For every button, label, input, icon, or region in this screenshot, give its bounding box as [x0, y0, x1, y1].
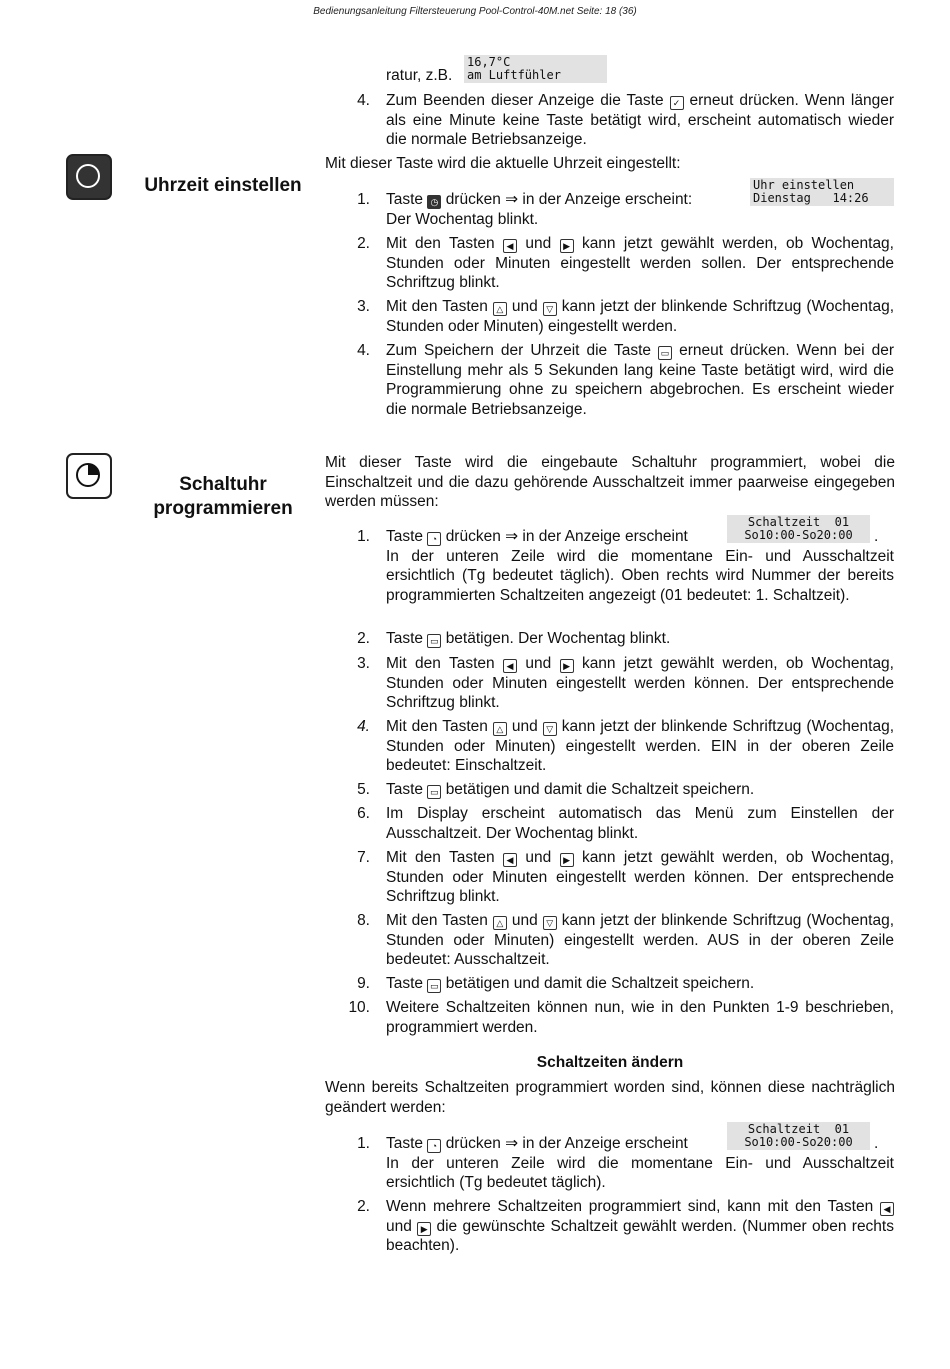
- list-item-continuation: . In der unteren Zeile wird die momentane Ein- und Ausschaltzeit ersichtlich (Tg bedeutet täglich).: [386, 1135, 894, 1191]
- list-number: 2.: [357, 235, 370, 252]
- list-item: [386, 91, 894, 150]
- list-number: 1.: [357, 191, 370, 208]
- list-item: Im Display erscheint automatisch das Menü zum Einstellen der Ausschaltzeit. Der Wochentag blinkt.: [386, 805, 894, 842]
- list-item: [386, 234, 894, 293]
- item-text: betätigen. Der Wochentag blinkt.: [445, 630, 671, 647]
- list-item: [386, 190, 746, 210]
- item-text: und: [511, 912, 538, 929]
- list-number: 7.: [357, 849, 370, 866]
- item-text: und: [511, 298, 538, 315]
- item-text: Zum Speichern der Uhrzeit die Taste: [386, 342, 651, 359]
- list-item: [386, 341, 894, 419]
- lcd-line-1: Schaltzeit 01: [747, 1122, 850, 1136]
- timer-key-icon: ◔: [427, 1139, 441, 1153]
- up-arrow-key-icon: △: [493, 302, 507, 316]
- item-text: Mit den Tasten: [386, 849, 495, 866]
- left-arrow-key-icon: ◀: [503, 239, 517, 253]
- item-text: kann jetzt der blinkende Schriftzug (Wochentag, Stunden oder Minuten) eingestellt werden. AUS in der oberen Zeile bedeutet: Ausschaltzeit.: [386, 912, 895, 968]
- right-arrow-key-icon: ▶: [560, 853, 574, 867]
- list-item: [386, 974, 894, 994]
- lcd-line-2: So10:00-So20:00: [744, 528, 853, 542]
- list-item-continuation: Der Wochentag blinkt.: [386, 211, 539, 228]
- item-text: drücken ⇒ in der Anzeige erscheint:: [445, 191, 693, 208]
- menu-key-icon: ▭: [427, 785, 441, 799]
- item-text: betätigen und damit die Schaltzeit speichern.: [445, 781, 755, 798]
- item-text: Zum Beenden dieser Anzeige die Taste: [386, 92, 664, 109]
- title-line: Schaltuhr: [179, 474, 267, 495]
- page-header: Bedienungsanleitung Filtersteuerung Pool-Control-40M.net Seite: 18 (36): [313, 6, 637, 17]
- title-line: programmieren: [153, 498, 293, 519]
- clock-key-icon: [66, 154, 112, 200]
- item-text: die gewünschte Schaltzeit gewählt werden. (Nummer oben rechts beachten).: [386, 1217, 894, 1254]
- item-text: Mit den Tasten: [386, 235, 495, 252]
- list-number: 10.: [348, 999, 370, 1016]
- item-text: Mit den Tasten: [386, 298, 488, 315]
- section-title-schaltuhr: [130, 473, 316, 521]
- item-text: kann jetzt der blinkende Schriftzug (Wochentag, Stunden oder Minuten) eingestellt werden.: [386, 298, 895, 335]
- timer-key-icon: [66, 453, 112, 499]
- list-number: 2.: [357, 630, 370, 647]
- lcd-line-1: 16,7°C: [467, 55, 511, 69]
- lcd-line-2: Dienstag 14:26: [753, 191, 869, 205]
- lcd-uhr-einstellen: [750, 178, 894, 206]
- item-text: Mit den Tasten: [386, 912, 488, 929]
- item-text: erneut drücken. Wenn länger als eine Minute keine Taste betätigt wird, erscheint automatisch wieder die normale Betriebsanzeige.: [386, 92, 895, 148]
- item-text: und: [525, 849, 552, 866]
- item-text: Wenn mehrere Schaltzeiten programmiert sind, kann mit den Tasten: [386, 1198, 874, 1215]
- menu-key-icon: ▭: [427, 979, 441, 993]
- ratur-text: ratur, z.B.: [386, 67, 453, 84]
- item-text: kann jetzt der blinkende Schriftzug (Wochentag, Stunden oder Minuten) eingestellt werden. EIN in der oberen Zeile bedeutet: Einschaltzeit.: [386, 718, 895, 774]
- check-key-icon: ✓: [670, 96, 684, 110]
- item-text: Taste: [386, 1135, 424, 1152]
- left-arrow-key-icon: ◀: [503, 659, 517, 673]
- list-number: 4.: [357, 92, 370, 109]
- list-number: 2.: [357, 1198, 370, 1215]
- list-item: [386, 1197, 894, 1256]
- item-text: und: [386, 1217, 412, 1235]
- up-arrow-key-icon: △: [493, 722, 507, 736]
- item-text: und: [525, 235, 552, 252]
- up-arrow-key-icon: △: [493, 916, 507, 930]
- right-arrow-key-icon: ▶: [560, 659, 574, 673]
- item-text: betätigen und damit die Schaltzeit speichern.: [445, 975, 755, 992]
- list-number: 3.: [357, 655, 370, 672]
- item-text: und: [525, 655, 552, 672]
- left-arrow-key-icon: ◀: [880, 1202, 894, 1216]
- menu-key-icon: ▭: [658, 346, 672, 360]
- item-text: und: [511, 718, 538, 735]
- item-text: Taste: [386, 630, 424, 647]
- list-number: 4.: [357, 342, 370, 359]
- item-text: Taste: [386, 191, 424, 208]
- list-item: Weitere Schaltzeiten können nun, wie in den Punkten 1-9 beschrieben, programmiert werden.: [386, 999, 894, 1036]
- item-text: Mit den Tasten: [386, 718, 488, 735]
- list-number: 5.: [357, 781, 370, 798]
- down-arrow-key-icon: ▽: [543, 916, 557, 930]
- item-text: drücken ⇒ in der Anzeige erscheint: [445, 1135, 688, 1152]
- down-arrow-key-icon: ▽: [543, 302, 557, 316]
- menu-key-icon: ▭: [427, 634, 441, 648]
- down-arrow-key-icon: ▽: [543, 722, 557, 736]
- list-number: 3.: [357, 298, 370, 315]
- list-item: [386, 629, 894, 649]
- right-arrow-key-icon: ▶: [417, 1222, 431, 1236]
- item-text: Taste: [386, 528, 424, 545]
- subheading-schaltzeiten-aendern: Schaltzeiten ändern: [536, 1054, 684, 1071]
- list-item-continuation: . In der unteren Zeile wird die momentane Ein- und Ausschaltzeit ersichtlich (Tg bedeutet täglich). Oben rechts wird Nummer der bereits programmierten Schaltzeiten angezeigt (01 bedeutet: 1. Schaltzeit).: [386, 528, 894, 604]
- lcd-line-1: Uhr einstellen: [753, 178, 855, 192]
- clock-key-icon: ◷: [427, 195, 441, 209]
- list-number: 1.: [357, 1135, 370, 1152]
- list-number: 1.: [357, 528, 370, 545]
- item-text: kann jetzt gewählt werden, ob Wochentag, Stunden oder Minuten eingestellt werden sollen. Der entsprechende Schriftzug blinkt.: [386, 235, 894, 291]
- list-item: [386, 297, 894, 336]
- schaltuhr-intro: Mit dieser Taste wird die eingebaute Schaltuhr programmiert, wobei die Einschaltzeit und die dazu gehörende Ausschaltzeit immer paarweise eingegeben werden müssen:: [325, 454, 895, 510]
- lcd-temperature: [464, 55, 607, 83]
- list-number: 8.: [357, 912, 370, 929]
- left-arrow-key-icon: ◀: [503, 853, 517, 867]
- uhrzeit-intro: Mit dieser Taste wird die aktuelle Uhrzeit eingestellt:: [325, 155, 681, 172]
- item-text: drücken ⇒ in der Anzeige erscheint: [445, 528, 688, 545]
- lcd-line-2: So10:00-So20:00: [744, 1135, 853, 1149]
- list-item: [386, 848, 894, 907]
- item-text: kann jetzt gewählt werden, ob Wochentag, Stunden oder Minuten eingestellt werden können. Der entsprechende Schriftzug blinkt.: [386, 655, 894, 711]
- item-text: Taste: [386, 975, 424, 992]
- item-text: erneut drücken. Wenn bei der Einstellung mehr als 5 Sekunden lang keine Taste betätigt wird, wird die Programmierung ohne zu speichern abgebrochen. Es erscheint wieder die normale Betriebsanzeige.: [386, 342, 895, 418]
- list-number: 4.: [357, 718, 370, 735]
- right-arrow-key-icon: ▶: [560, 239, 574, 253]
- item-text: Mit den Tasten: [386, 655, 495, 672]
- aendern-intro: Wenn bereits Schaltzeiten programmiert worden sind, können diese nachträglich geändert werden:: [325, 1079, 895, 1116]
- list-item: [386, 717, 894, 776]
- list-number: 6.: [357, 805, 370, 822]
- list-number: 9.: [357, 975, 370, 992]
- list-item: [386, 911, 894, 970]
- lcd-line-1: Schaltzeit 01: [747, 515, 850, 529]
- item-text: Taste: [386, 781, 424, 798]
- list-item: [386, 654, 894, 713]
- list-item: [386, 780, 894, 800]
- timer-key-icon: ◔: [427, 532, 441, 546]
- item-text: kann jetzt gewählt werden, ob Wochentag, Stunden oder Minuten eingestellt werden können. Der entsprechende Schriftzug blinkt.: [386, 849, 894, 905]
- section-title-uhrzeit: Uhrzeit einstellen: [144, 175, 302, 196]
- lcd-line-2: am Luftfühler: [467, 68, 561, 82]
